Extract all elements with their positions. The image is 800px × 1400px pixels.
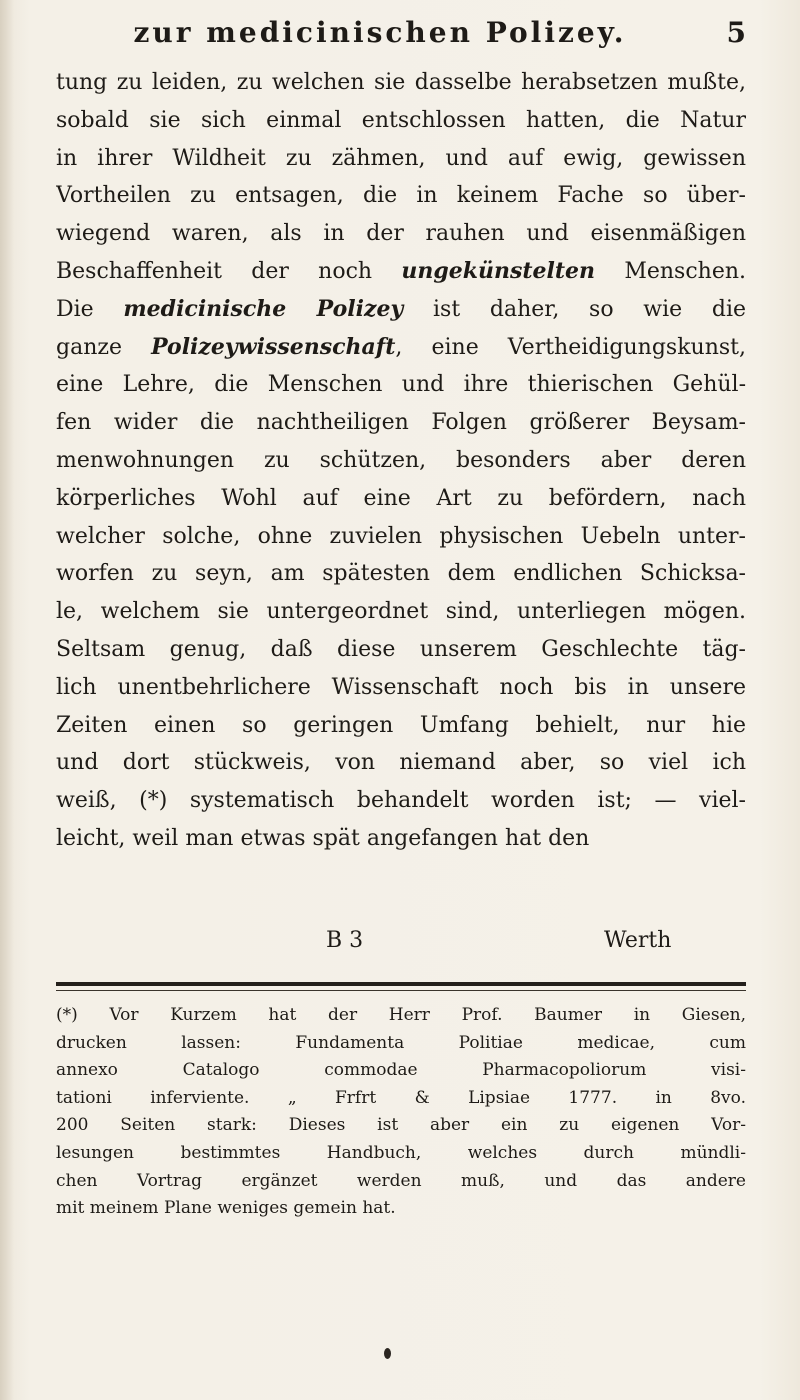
footnote-line: (*) Vor Kurzem hat der Herr Prof. Baumer in Giesen, — [56, 1005, 746, 1025]
footnote-line: 200 Seiten stark: Dieses ist aber ein zu eigenen Vor- — [56, 1115, 746, 1136]
emphasized-term: ungekünstelten — [401, 257, 596, 284]
text-line: menwohnungen zu schützen, besonders aber deren — [56, 447, 746, 473]
footnote-line: mit meinem Plane weniges gemein hat. — [56, 1198, 396, 1219]
text-line: körperliches Wohl auf eine Art zu befördern, nach — [56, 485, 746, 511]
emphasized-term: Polizeywissenschaft — [151, 333, 396, 360]
text-line: Vortheilen zu entsagen, die in keinem Fache so über- — [56, 183, 746, 209]
text-line: worfen zu seyn, am spätesten dem endlichen Schicksa- — [56, 561, 746, 587]
footnote-line: lesungen bestimmtes Handbuch, welches durch mündli- — [56, 1142, 746, 1163]
text-line: und dort stückweis, von niemand aber, so viel ich — [56, 750, 746, 776]
catch-row — [56, 928, 746, 968]
footnote-rule-thin — [56, 990, 746, 991]
text-line: tung zu leiden, zu welchen sie dasselbe herabsetzen mußte, — [56, 70, 746, 95]
spine-shadow — [0, 0, 14, 1400]
footnote-line: annexo Catalogo commodae Pharmacopoliorum visi- — [56, 1060, 746, 1081]
page-number: 5 — [726, 16, 746, 49]
text-line: weiß, (*) systematisch behandelt worden ist; — viel- — [56, 788, 746, 814]
footnote-line: tationi inferviente. „ Frfrt & Lipsiae 1777. in 8vo. — [56, 1087, 746, 1108]
text-line: le, welchem sie untergeordnet sind, unterliegen mögen. — [56, 599, 746, 625]
text-line: Beschaffenheit der noch ungekünstelten Menschen. — [56, 257, 746, 284]
catchword: Werth — [604, 928, 672, 953]
text-line: leicht, weil man etwas spät angefangen hat den — [56, 825, 590, 851]
text-line: welcher solche, ohne zuvielen physischen Uebeln unter- — [56, 523, 746, 549]
text-line: Zeiten einen so geringen Umfang behielt, nur hie — [56, 712, 746, 738]
text-line: ganze Polizeywissenschaft, eine Vertheidigungskunst, — [56, 333, 746, 360]
text-line: eine Lehre, die Menschen und ihre thierischen Gehül- — [56, 372, 746, 398]
signature-mark: B 3 — [326, 928, 364, 953]
text-line: Die medicinische Polizey ist daher, so wie die — [56, 295, 746, 322]
text-line: Seltsam genug, daß diese unserem Geschlechte täg- — [56, 636, 746, 662]
ink-spot — [384, 1348, 391, 1359]
footnote-line: drucken lassen: Fundamenta Politiae medicae, cum — [56, 1032, 746, 1053]
text-line: lich unentbehrlichere Wissenschaft noch bis in unsere — [56, 674, 746, 700]
text-line: in ihrer Wildheit zu zähmen, und auf ewig, gewissen — [56, 145, 746, 171]
running-head — [120, 10, 760, 54]
footnote — [56, 1002, 746, 1223]
footnote-rule — [56, 982, 746, 986]
footnote-line: chen Vortrag ergänzet werden muß, und das andere — [56, 1170, 746, 1191]
text-line: sobald sie sich einmal entschlossen hatten, die Natur — [56, 107, 746, 133]
emphasized-term: medicinische Polizey — [123, 295, 404, 322]
running-title: zur medicinischen Polizey. — [133, 16, 627, 49]
main-text — [56, 64, 746, 858]
text-line: fen wider die nachtheiligen Folgen größerer Beysam- — [56, 410, 746, 436]
text-line: wiegend waren, als in der rauhen und eisenmäßigen — [56, 221, 746, 247]
